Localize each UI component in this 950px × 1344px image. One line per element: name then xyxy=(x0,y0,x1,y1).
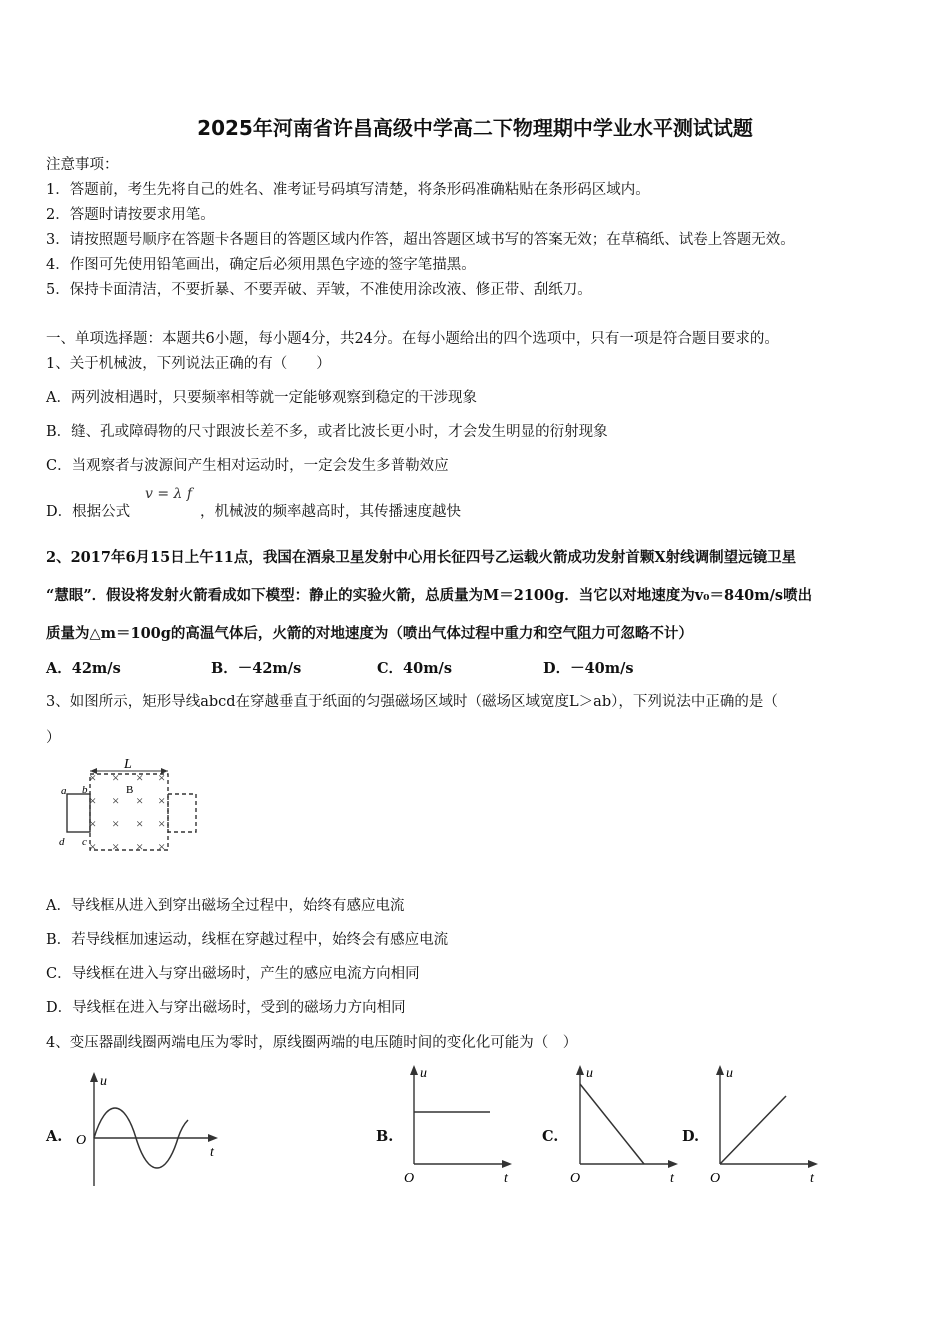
cross-mark-icon: × xyxy=(89,816,97,831)
axis-label-u: u xyxy=(420,1066,427,1081)
q2-stem-line3: 质量为△m＝100g的高温气体后，火箭的对地速度为（喷出气体过程中重力和空气阻力可忽略不计） xyxy=(46,625,693,642)
magnetic-field-figure xyxy=(50,755,210,855)
q1-option-c: C．当观察者与波源间产生相对运动时，一定会发生多普勒效应 xyxy=(46,458,449,474)
axis-arrow-icon xyxy=(208,1134,218,1142)
cross-mark-icon: × xyxy=(112,770,120,785)
cross-mark-icon: × xyxy=(136,816,144,831)
cross-mark-icon: × xyxy=(112,839,120,854)
q1-option-d xyxy=(46,500,130,521)
decreasing-line xyxy=(580,1084,644,1164)
q4-label-c: C. xyxy=(542,1128,559,1145)
formula-v-lambda-f: v = λ f xyxy=(145,486,193,502)
axis-arrow-icon xyxy=(90,1072,98,1082)
q1-option-d-prefix: D．根据公式 xyxy=(46,504,131,520)
cross-mark-icon: × xyxy=(158,816,166,831)
axis-label-t: t xyxy=(810,1171,814,1186)
origin-label: O xyxy=(570,1171,581,1186)
notice-item: 5．保持卡面清洁，不要折暴、不要弄破、弄皱，不准使用涂改液、修正带、刮纸刀。 xyxy=(46,282,592,298)
cross-mark-icon: × xyxy=(112,793,120,808)
q1-option-a: A．两列波相遇时，只要频率相等就一定能够观察到稳定的干涉现象 xyxy=(46,390,477,406)
q4-label-a: A. xyxy=(46,1128,63,1145)
label-a: a xyxy=(61,785,67,797)
q2-option-a: A．42m/s xyxy=(46,660,121,677)
notice-item: 3．请按照题号顺序在答题卡各题目的答题区域内作答，超出答题区域书写的答案无效；在草稿纸、试卷上答题无效。 xyxy=(46,232,795,248)
origin-label: O xyxy=(76,1133,87,1148)
q3-option-d: D．导线框在进入与穿出磁场时，受到的磁场力方向相同 xyxy=(46,1000,406,1016)
cross-mark-icon: × xyxy=(136,793,144,808)
axis-arrow-icon xyxy=(410,1065,418,1075)
origin-label: O xyxy=(404,1171,415,1186)
q3-option-a: A．导线框从进入到穿出磁场全过程中，始终有感应电流 xyxy=(46,898,405,914)
notice-item: 1．答题前，考生先将自己的姓名、准考证号码填写清楚，将条形码准确粘贴在条形码区域内。 xyxy=(46,182,650,198)
axis-arrow-icon xyxy=(716,1065,724,1075)
graph-b-constant xyxy=(398,1062,528,1188)
axis-label-u: u xyxy=(726,1066,733,1081)
cross-mark-icon: × xyxy=(136,839,144,854)
label-d: d xyxy=(59,836,65,848)
axis-label-u: u xyxy=(100,1074,107,1089)
notice-item: 2．答题时请按要求用笔。 xyxy=(46,207,215,223)
origin-label: O xyxy=(710,1171,721,1186)
axis-arrow-icon xyxy=(576,1065,584,1075)
notice-heading: 注意事项： xyxy=(46,157,119,173)
axis-label-t: t xyxy=(504,1171,508,1186)
cross-mark-icon: × xyxy=(158,839,166,854)
graph-a-sine xyxy=(70,1068,230,1192)
label-B: B xyxy=(126,784,134,796)
label-b: b xyxy=(82,784,88,796)
label-L: L xyxy=(124,757,132,772)
page-title: 2025年河南省许昌高级中学高二下物理期中学业水平测试试题 xyxy=(197,116,753,140)
axis-arrow-icon xyxy=(668,1160,678,1168)
cross-mark-icon: × xyxy=(89,839,97,854)
q2-stem-line2: “慧眼”．假设将发射火箭看成如下模型：静止的实验火箭，总质量为M＝2100g．当它以对地速度为v₀＝840m/s喷出 xyxy=(46,587,813,604)
wire-frame xyxy=(67,794,90,832)
q2-option-c: C．40m/s xyxy=(377,660,453,677)
graph-c-decreasing xyxy=(564,1062,690,1188)
q4-label-d: D. xyxy=(682,1128,700,1145)
cross-mark-icon: × xyxy=(158,770,166,785)
section-heading: 一、单项选择题：本题共6小题，每小题4分，共24分。在每小题给出的四个选项中，只有一项是符合题目要求的。 xyxy=(46,331,779,347)
field-cross-marks xyxy=(89,770,165,854)
axis-label-t: t xyxy=(210,1145,214,1160)
increasing-line xyxy=(720,1096,786,1164)
wire-frame-exit-position xyxy=(168,794,196,832)
q1-option-d-suffix: ，机械波的频率越高时，其传播速度越快 xyxy=(200,504,461,520)
cross-mark-icon: × xyxy=(112,816,120,831)
q3-stem-line1: 3、如图所示，矩形导线abcd在穿越垂直于纸面的匀强磁场区域时（磁场区域宽度L＞ab），下列说法中正确的是（ xyxy=(46,694,778,710)
axis-arrow-icon xyxy=(502,1160,512,1168)
cross-mark-icon: × xyxy=(158,793,166,808)
axis-arrow-icon xyxy=(808,1160,818,1168)
q3-option-c: C．导线框在进入与穿出磁场时，产生的感应电流方向相同 xyxy=(46,966,420,982)
q2-stem-line1: 2、2017年6月15日上午11点，我国在酒泉卫星发射中心用长征四号乙运载火箭成功发射首颗X射线调制望远镜卫星 xyxy=(46,549,797,566)
axis-label-u: u xyxy=(586,1066,593,1081)
q1-option-b: B．缝、孔或障碍物的尺寸跟波长差不多，或者比波长更小时，才会发生明显的衍射现象 xyxy=(46,424,608,440)
cross-mark-icon: × xyxy=(89,770,97,785)
cross-mark-icon: × xyxy=(136,770,144,785)
q4-label-b: B. xyxy=(376,1128,394,1145)
cross-mark-icon: × xyxy=(89,793,97,808)
q1-stem: 1、关于机械波，下列说法正确的有（ ） xyxy=(46,356,331,372)
q4-stem: 4、变压器副线圈两端电压为零时，原线圈两端的电压随时间的变化化可能为（ ） xyxy=(46,1035,578,1051)
q3-stem-line2: ） xyxy=(46,730,61,746)
axis-label-t: t xyxy=(670,1171,674,1186)
notice-item: 4．作图可先使用铅笔画出，确定后必须用黑色字迹的签字笔描黑。 xyxy=(46,257,476,273)
q2-option-d: D．－40m/s xyxy=(543,660,634,677)
q2-option-b: B．－42m/s xyxy=(211,660,302,677)
graph-d-increasing xyxy=(704,1062,830,1188)
label-c: c xyxy=(82,836,87,848)
q3-option-b: B．若导线框加速运动，线框在穿越过程中，始终会有感应电流 xyxy=(46,932,449,948)
